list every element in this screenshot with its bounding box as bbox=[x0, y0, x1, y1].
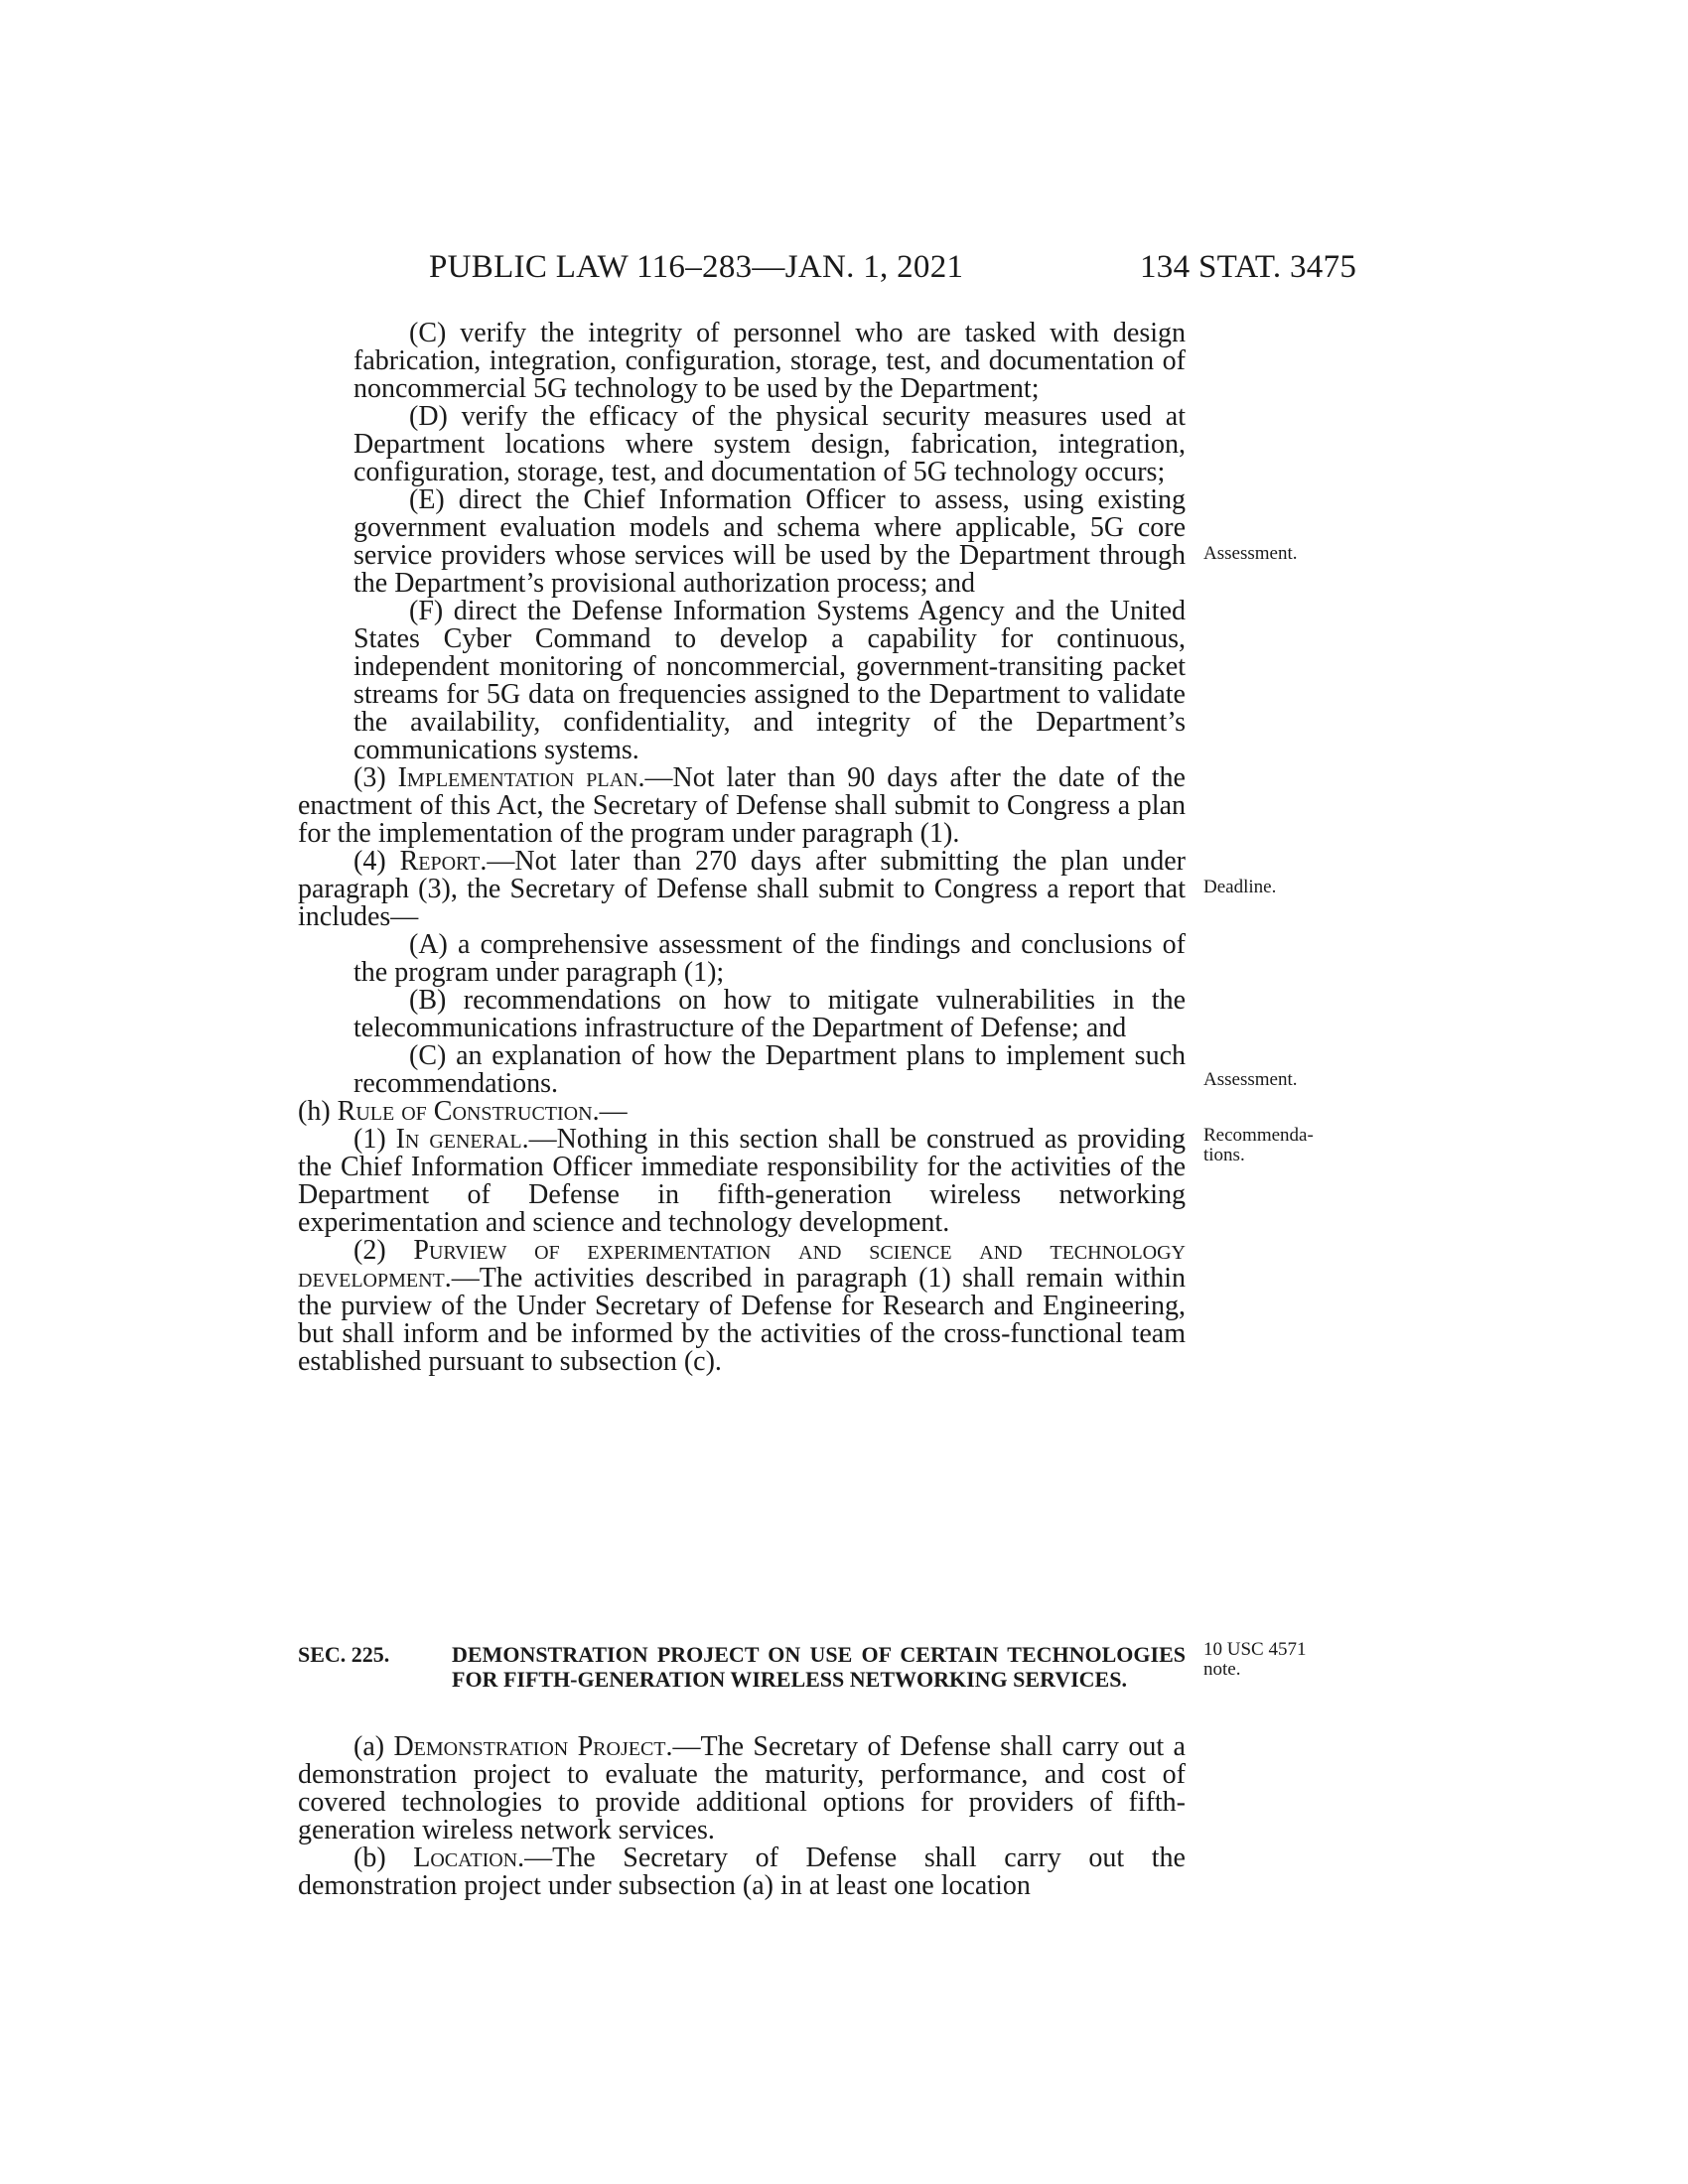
paragraph-a-demonstration-project: (a) Demonstration Project.—The Secretary of Defense shall carry out a demonstration project to evaluate the maturity, performance, and cost of covered technologies to provide additional options for providers of fifth-generation wireless network services. bbox=[298, 1731, 1186, 1845]
paragraph-4-report: (4) Report.—Not later than 270 days after submitting the plan under paragraph (3), the Secretary of Defense shall submit to Congress a report that includes— bbox=[298, 846, 1187, 932]
margin-note-assessment: Assessment. bbox=[1203, 543, 1298, 564]
margin-note-assessment-2: Assessment. bbox=[1203, 1069, 1298, 1090]
section-heading bbox=[298, 1642, 1186, 1692]
paragraph-c-explanation: (C) an explanation of how the Department plans to implement such recommendations. bbox=[353, 1040, 1186, 1099]
paragraph-h-rule-of-construction: (h) Rule of Construction.— bbox=[298, 1096, 628, 1127]
paragraph-b-location: (b) Location.—The Secretary of Defense shall carry out the demonstration project under subsection (a) in at least one location bbox=[298, 1843, 1186, 1901]
paragraph-d-physical-security: (D) verify the efficacy of the physical security measures used at Department locations where system design, fabrication, integration, configuration, storage, test, and documentation of 5G technology occurs; bbox=[353, 401, 1186, 487]
paragraph-b-recommendations: (B) recommendations on how to mitigate vulnerabilities in the telecommunications infrastructure of the Department of Defense; and bbox=[353, 985, 1186, 1043]
margin-note-usc: 10 USC 4571 note. bbox=[1203, 1639, 1307, 1680]
paragraph-1-in-general: (1) In general.—Nothing in this section shall be construed as providing the Chief Information Officer immediate responsibility for the activities of the Department of Defense in fifth-generation wireless networking experimentation and science and technology development. bbox=[298, 1124, 1186, 1238]
margin-note-deadline: Deadline. bbox=[1203, 877, 1277, 897]
paragraph-2-purview: (2) Purview of experimentation and science and technology development.—The activities described in paragraph (1) shall remain within the purview of the Under Secretary of Defense for Research and Engineering, but shall inform and be informed by the activities of the cross-functional team established pursuant to subsection (c). bbox=[298, 1235, 1187, 1377]
section-body-text bbox=[298, 1733, 1186, 1900]
body-text bbox=[298, 320, 1186, 1376]
margin-note-recommendations: Recommenda- tions. bbox=[1203, 1125, 1314, 1165]
paragraph-3-implementation-plan: (3) Implementation plan.—Not later than 90 days after the date of the enactment of this Act, the Secretary of Defense shall submit to Congress a plan for the implementation of the program under paragraph (1). bbox=[298, 762, 1186, 849]
section-title: DEMONSTRATION PROJECT ON USE OF CERTAIN TECHNOLOGIES FOR FIFTH-GENERATION WIRELESS NETWORKING SERVICES. bbox=[452, 1642, 1186, 1692]
paragraph-f-disa-monitoring: (F) direct the Defense Information Systems Agency and the United States Cyber Command to develop a capability for continuous, independent monitoring of noncommercial, government-transiting packet streams for 5G data on frequencies assigned to the Department to validate the availability, confidentiality, and integrity of the Department’s communications systems. bbox=[353, 596, 1186, 765]
header-statute-page: 134 STAT. 3475 bbox=[1140, 249, 1357, 285]
paragraph-e-cio-assess: (E) direct the Chief Information Officer to assess, using existing government evaluation models and schema where applicable, 5G core service providers whose services will be used by the Department through the Department’s provisional authorization process; and bbox=[353, 484, 1186, 599]
section-label: SEC. 225. bbox=[298, 1642, 390, 1667]
paragraph-c-verify-personnel: (C) verify the integrity of personnel who are tasked with design fabrication, integration, configuration, storage, test, and documentation of noncommercial 5G technology to be used by the Department; bbox=[353, 318, 1186, 404]
paragraph-a-assessment: (A) a comprehensive assessment of the findings and conclusions of the program under paragraph (1); bbox=[353, 929, 1186, 988]
header-public-law: PUBLIC LAW 116–283—JAN. 1, 2021 bbox=[429, 249, 964, 285]
